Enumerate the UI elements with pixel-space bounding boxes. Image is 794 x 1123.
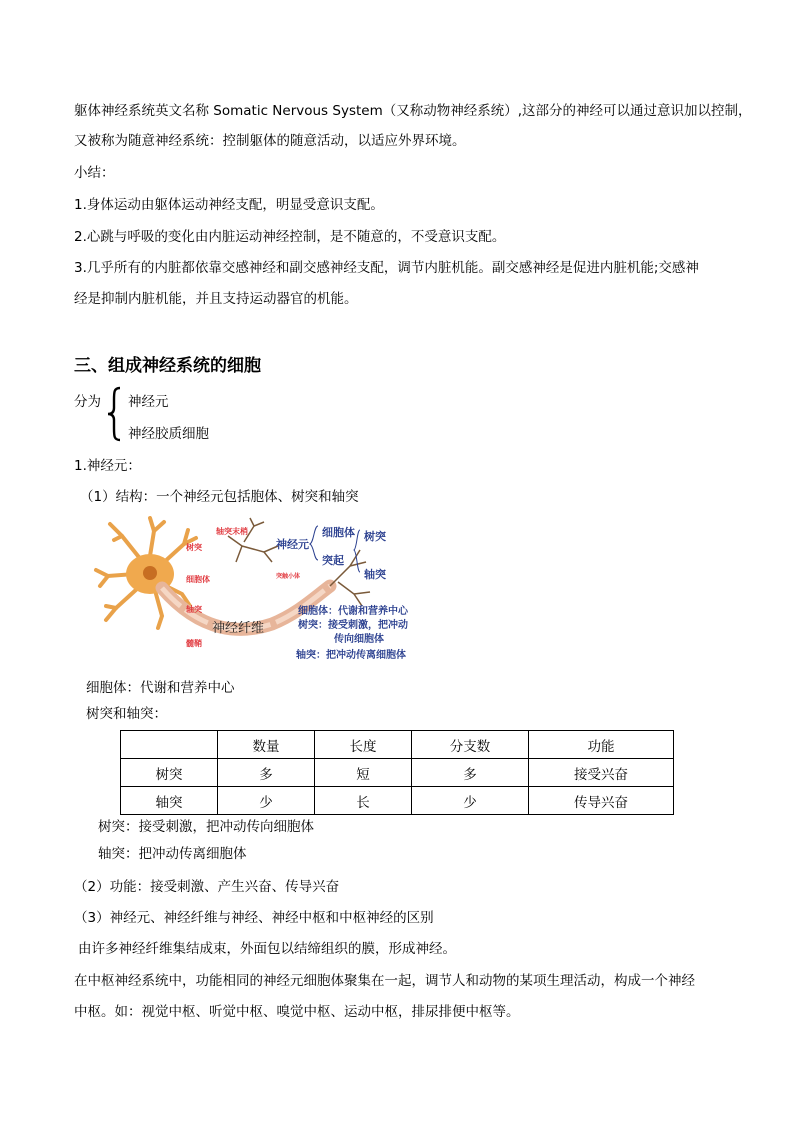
label-synaptic-knob: 突触小体 [276,573,301,580]
tree-root-neuron: 神经元 [276,538,309,551]
table-header-cell: 数量 [218,731,315,759]
table-cell: 接受兴奋 [529,759,674,787]
label-cell-body: 细胞体 [186,575,210,584]
neuron-heading: 1.神经元： [74,458,141,474]
table-cell: 轴突 [121,787,218,815]
difference-title: （3）神经元、神经纤维与神经、神经中枢和中枢神经的区别 [74,910,434,926]
dendrite-axon-label: 树突和轴突： [86,706,167,722]
table-cell: 多 [412,759,529,787]
difference-line-3: 中枢。如：视觉中枢、听觉中枢、嗅觉中枢、运动中枢，排尿排便中枢等。 [74,1004,520,1020]
table-cell: 短 [315,759,412,787]
tree-process: 突起 [322,554,344,567]
figure-desc-3: 传向细胞体 [334,634,384,645]
label-dendrite: 树突 [186,543,202,552]
function-text: （2）功能：接受刺激、产生兴奋、传导兴奋 [74,879,340,895]
table-cell: 长 [315,787,412,815]
table-row [121,787,674,815]
note-dendrite: 树突：接受刺激，把冲动传向细胞体 [98,819,314,835]
branch-neuron: 神经元 [128,394,169,410]
table-cell: 少 [218,787,315,815]
tree-axon: 轴突 [364,568,386,581]
figure-desc-2: 树突：接受刺激，把冲动 [298,620,408,631]
table-cell: 树突 [121,759,218,787]
table-cell: 传导兴奋 [529,787,674,815]
para1-line2: 又被称为随意神经系统：控制躯体的随意活动，以适应外界环境。 [74,133,466,149]
table-header-cell: 功能 [529,731,674,759]
summary-item-3-line2: 经是抑制内脏机能，并且支持运动器官的机能。 [74,291,358,307]
difference-line-2: 在中枢神经系统中，功能相同的神经元细胞体聚集在一起，调节人和动物的某项生理活动，构成一个神经 [74,973,695,989]
table-header-cell: 分支数 [412,731,529,759]
curly-brace-icon [106,386,122,442]
section-3-heading: 三、组成神经系统的细胞 [74,356,261,376]
label-axon-terminal: 轴突末梢 [216,527,248,536]
difference-line-1: 由许多神经纤维集结成束，外面包以结缔组织的膜，形成神经。 [78,941,456,957]
summary-item-3-line1: 3.几乎所有的内脏都依靠交感神经和副交感神经支配，调节内脏机能。副交感神经是促进内脏机能;交感神 [74,260,699,276]
table-header-cell: 长度 [315,731,412,759]
label-myelin: 髓鞘 [186,639,202,648]
summary-item-2: 2.心跳与呼吸的变化由内脏运动神经控制，是不随意的，不受意识支配。 [74,229,506,245]
summary-title: 小结： [74,165,115,181]
summary-item-1: 1.身体运动由躯体运动神经支配，明显受意识支配。 [74,197,384,213]
neuron-diagram [92,516,438,666]
divide-label: 分为 [74,394,101,410]
label-axon: 轴突 [186,605,202,614]
table-header-row [121,731,674,759]
tree-dendrite: 树突 [364,530,386,543]
table-cell: 多 [218,759,315,787]
table-cell: 少 [412,787,529,815]
table-row [121,759,674,787]
figure-desc-4: 轴突：把冲动传离细胞体 [296,650,406,661]
tree-cell-body: 细胞体 [322,526,355,539]
structure-text: （1）结构：一个神经元包括胞体、树突和轴突 [80,489,359,505]
figure-desc-1: 细胞体：代谢和营养中心 [298,606,408,617]
para1-line1: 躯体神经系统英文名称 Somatic Nervous System（又称动物神经系统）,这部分的神经可以通过意识加以控制， [74,103,752,119]
comparison-table [120,730,674,815]
note-axon: 轴突：把冲动传离细胞体 [98,846,247,862]
table-header-cell [121,731,218,759]
cellbody-note: 细胞体：代谢和营养中心 [86,680,235,696]
branch-glial-cell: 神经胶质细胞 [128,426,209,442]
label-nerve-fiber: 神经纤维 [212,621,265,636]
